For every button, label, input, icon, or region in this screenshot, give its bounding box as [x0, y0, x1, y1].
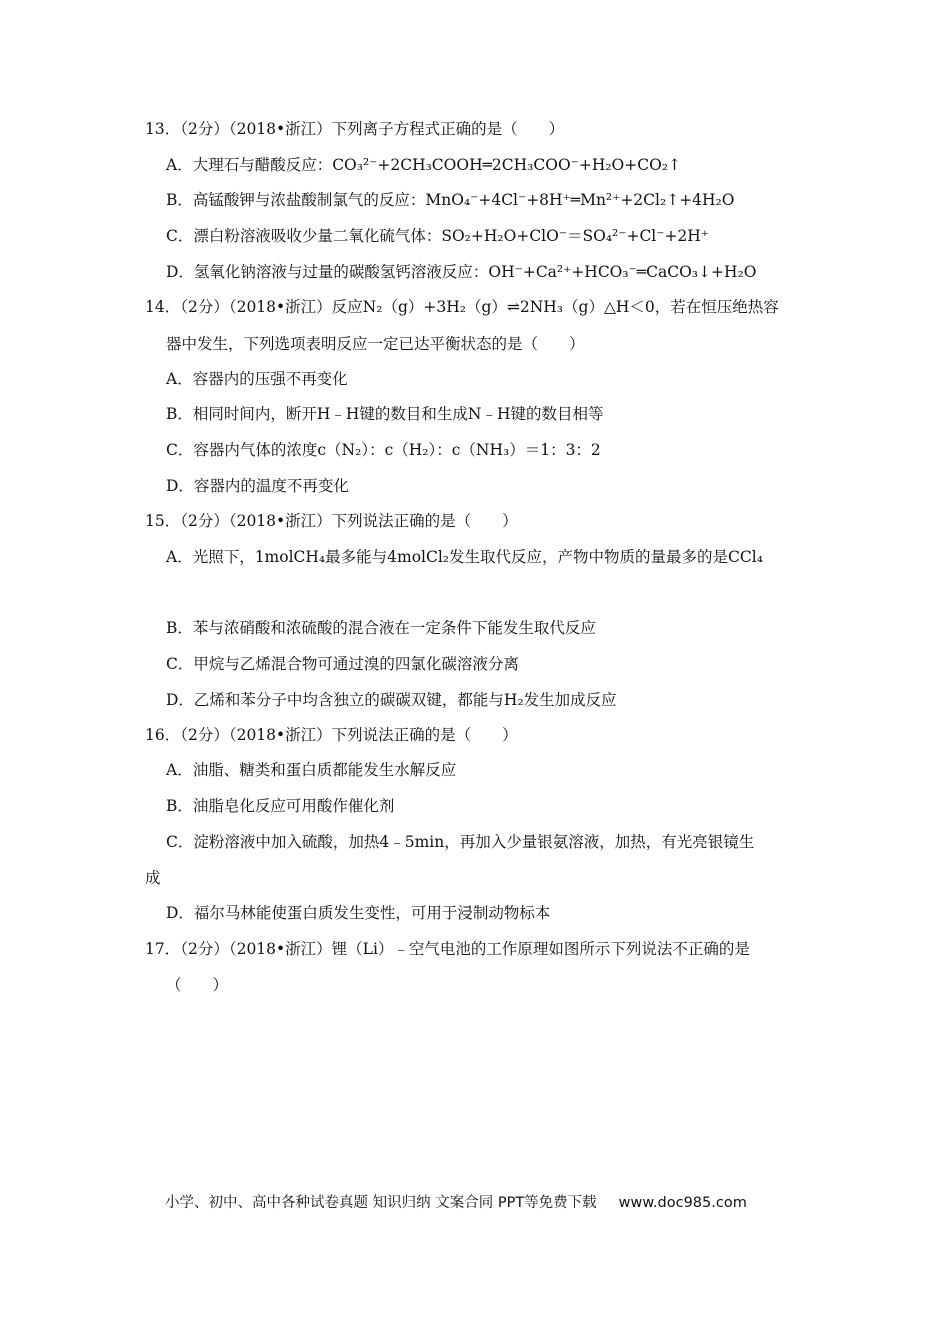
- question-14-option-b: B．相同时间内，断开H﹣H键的数目和生成N﹣H键的数目相等: [166, 405, 604, 423]
- question-16-option-c-continued: 成: [145, 869, 161, 887]
- question-13-option-b: B．高锰酸钾与浓盐酸制氯气的反应：MnO₄⁻+4Cl⁻+8H⁺═Mn²⁺+2Cl₂↑+4H₂O: [166, 191, 735, 209]
- question-14-option-a: A．容器内的压强不再变化: [166, 370, 348, 388]
- question-13-option-a: A．大理石与醋酸反应：CO₃²⁻+2CH₃COOH═2CH₃COO⁻+H₂O+CO₂↑: [166, 156, 682, 174]
- question-14-option-d: D．容器内的温度不再变化: [166, 477, 349, 495]
- question-16-stem: 16．（2分）（2018•浙江）下列说法正确的是（ ）: [145, 726, 518, 744]
- question-14-option-c: C．容器内气体的浓度c（N₂）：c（H₂）：c（NH₃）＝1：3：2: [166, 441, 601, 459]
- question-14-stem: 14．（2分）（2018•浙江）反应N₂（g）+3H₂（g）⇌2NH₃（g）△H＜0，若在恒压绝热容: [145, 298, 779, 316]
- question-15-option-c: C．甲烷与乙烯混合物可通过溴的四氯化碳溶液分离: [166, 655, 519, 673]
- question-13-stem: 13．（2分）（2018•浙江）下列离子方程式正确的是（ ）: [145, 120, 565, 138]
- question-16-option-c: C．淀粉溶液中加入硫酸，加热4﹣5min，再加入少量银氨溶液，加热，有光亮银镜生: [166, 833, 755, 851]
- question-13-option-c: C．漂白粉溶液吸收少量二氧化硫气体：SO₂+H₂O+ClO⁻＝SO₄²⁻+Cl⁻+2H⁺: [166, 227, 709, 245]
- question-15-option-a: A．光照下，1molCH₄最多能与4molCl₂发生取代反应，产物中物质的量最多的是CCl₄: [166, 548, 763, 566]
- footer-text: 小学、初中、高中各种试卷真题 知识归纳 文案合同 PPT等免费下载: [165, 1195, 597, 1211]
- question-17-stem-continued: （ ）: [166, 976, 229, 994]
- question-16-option-a: A．油脂、糖类和蛋白质都能发生水解反应: [166, 761, 457, 779]
- question-13-option-d: D．氢氧化钠溶液与过量的碳酸氢钙溶液反应：OH⁻+Ca²⁺+HCO₃⁻═CaCO₃↓+H₂O: [166, 263, 757, 281]
- question-17-stem: 17．（2分）（2018•浙江）锂（Li）﹣空气电池的工作原理如图所示下列说法不正确的是: [145, 940, 750, 958]
- question-16-option-d: D．福尔马林能使蛋白质发生变性，可用于浸制动物标本: [166, 904, 551, 922]
- question-15-stem: 15．（2分）（2018•浙江）下列说法正确的是（ ）: [145, 512, 518, 530]
- page-footer: [165, 1191, 747, 1212]
- question-14-stem-continued: 器中发生，下列选项表明反应一定已达平衡状态的是（ ）: [166, 335, 585, 353]
- footer-site-link[interactable]: www.doc985.com: [618, 1195, 747, 1211]
- question-15-option-b: B．苯与浓硝酸和浓硫酸的混合液在一定条件下能发生取代反应: [166, 619, 596, 637]
- question-15-option-d: D．乙烯和苯分子中均含独立的碳碳双键，都能与H₂发生加成反应: [166, 691, 617, 709]
- question-16-option-b: B．油脂皂化反应可用酸作催化剂: [166, 797, 395, 815]
